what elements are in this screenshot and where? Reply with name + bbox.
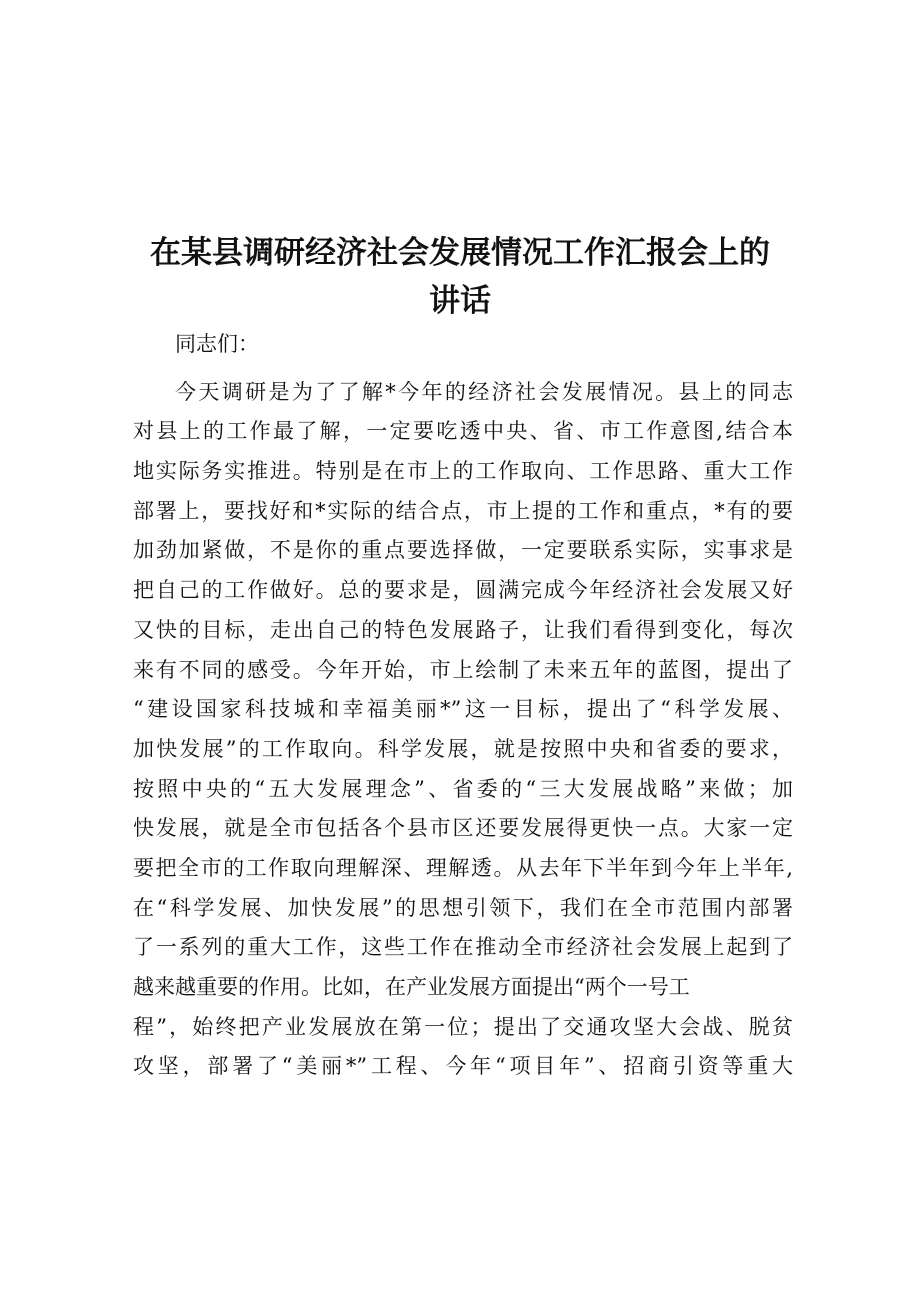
body-line-10: 加快发展”的工作取向。科学发展，就是按照中央和省委的要求， [133, 736, 793, 761]
body-line-15: 了一系列的重大工作，这些工作在推动全市经济社会发展上起到了 [133, 935, 793, 960]
body-line-14: 在“科学发展、加快发展”的思想引领下，我们在全市范围内部署 [133, 895, 793, 920]
body-line-8: 来有不同的感受。今年开始，市上绘制了未来五年的蓝图，提出了 [133, 657, 793, 682]
document-title [130, 229, 790, 325]
body-line-16: 越来越重要的作用。比如，在产业发展方面提出“两个一号工 [133, 975, 690, 999]
body-line-5: 加劲加紧做，不是你的重点要选择做，一定要联系实际，实事求是 [133, 538, 793, 563]
title-line-2: 讲话 [429, 283, 491, 319]
body-line-6: 把自己的工作做好。总的要求是，圆满完成今年经济社会发展又好 [133, 578, 793, 603]
body-line-2: 对县上的工作最了解，一定要吃透中央、省、市工作意图,结合本 [133, 419, 793, 444]
body-line-12: 快发展，就是全市包括各个县市区还要发展得更快一点。大家一定 [133, 816, 793, 841]
body-line-13: 要把全市的工作取向理解深、理解透。从去年下半年到今年上半年, [133, 855, 793, 880]
body-line-11: 按照中央的“五大发展理念”、省委的“三大发展战略”来做；加 [133, 776, 793, 801]
greeting: 同志们： [175, 332, 259, 356]
speech-body [133, 325, 793, 1087]
body-line-9: “建设国家科技城和幸福美丽*”这一目标，提出了“科学发展、 [133, 697, 793, 722]
body-line-3: 地实际务实推进。特别是在市上的工作取向、工作思路、重大工作 [133, 459, 793, 484]
title-line-1: 在某县调研经济社会发展情况工作汇报会上的 [150, 235, 770, 271]
body-line-4: 部署上，要找好和*实际的结合点，市上提的工作和重点，*有的要 [133, 498, 793, 523]
body-line-18: 攻坚，部署了“美丽*”工程、今年“项目年”、招商引资等重大 [133, 1054, 793, 1079]
body-line-17: 程”，始终把产业发展放在第一位；提出了交通攻坚大会战、脱贫 [133, 1014, 793, 1039]
body-line-1: 今天调研是为了了解*今年的经济社会发展情况。县上的同志 [175, 379, 793, 404]
body-line-7: 又快的目标，走出自己的特色发展路子，让我们看得到变化，每次 [133, 617, 793, 642]
